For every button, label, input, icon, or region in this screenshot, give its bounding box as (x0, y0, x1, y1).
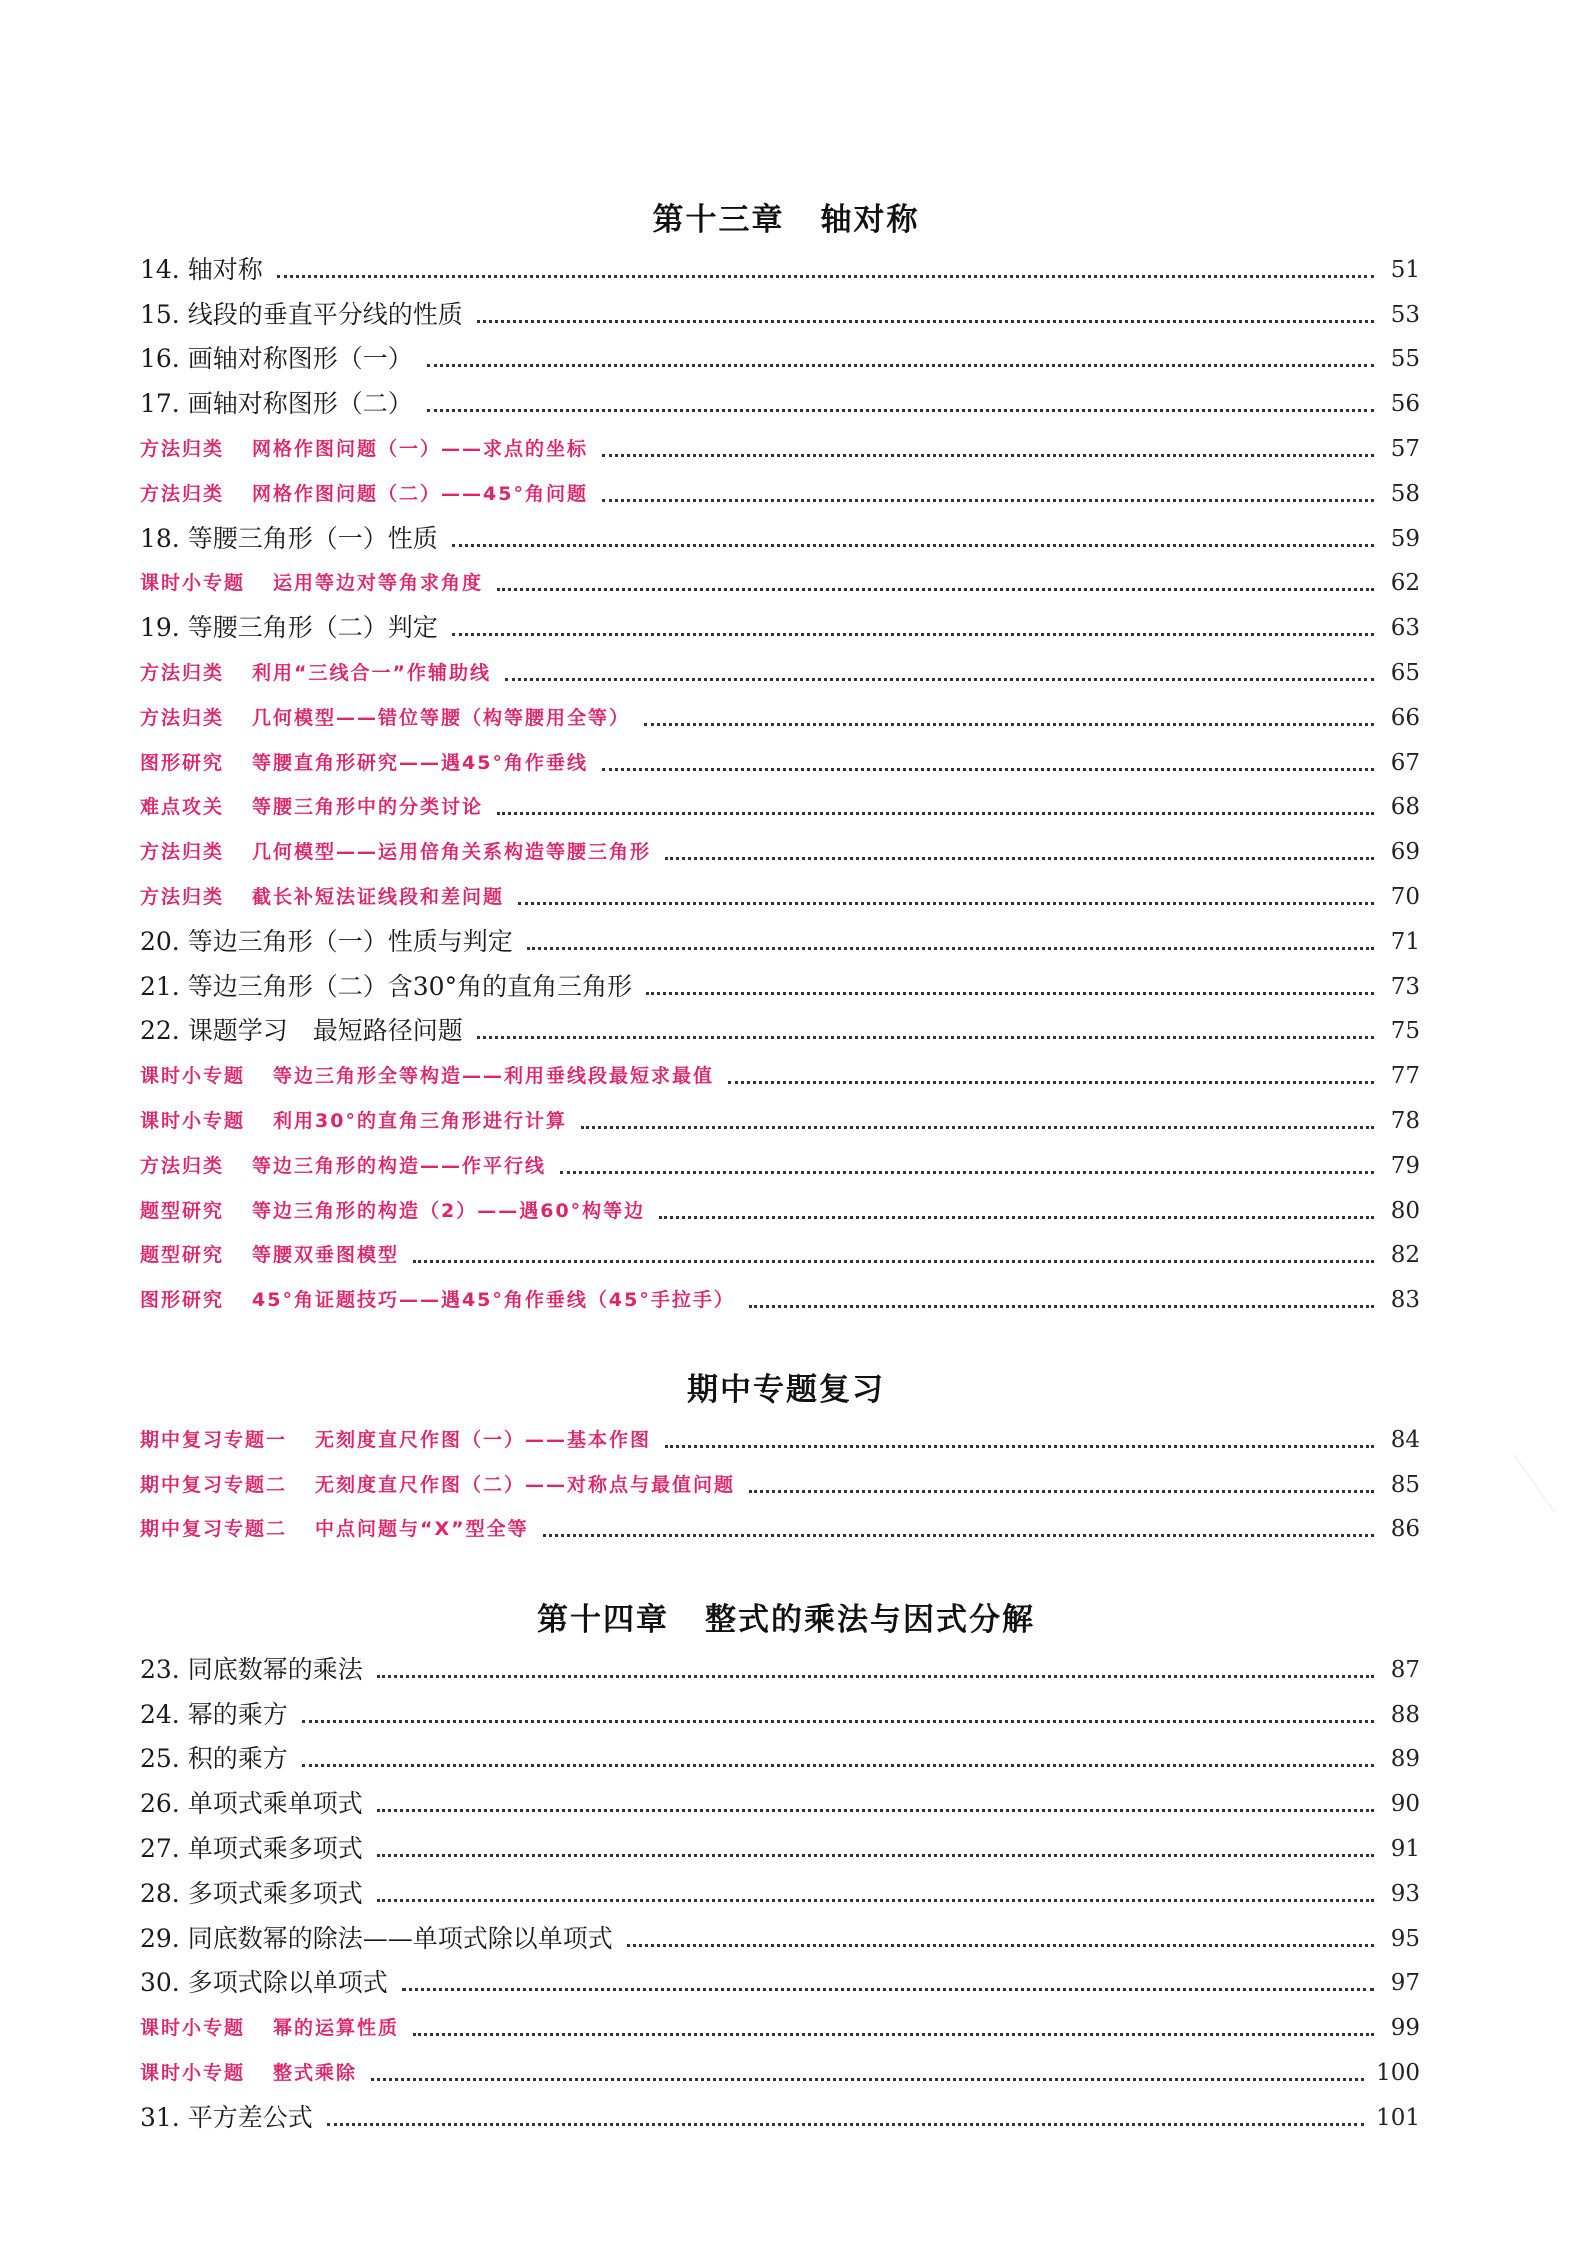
toc-entry-title: 多项式除以单项式 (187, 1968, 388, 1998)
dot-leader (602, 768, 1374, 771)
toc-entry-text (140, 1835, 363, 1863)
toc-entry-page-number: 63 (1390, 615, 1420, 642)
dot-leader (302, 1720, 1374, 1723)
toc-entry-title: 等腰双垂图模型 (252, 1244, 400, 1267)
toc-entry-number: 25. (140, 1744, 180, 1774)
section-name: 期中专题复习 (687, 1372, 885, 1408)
toc-entry-text (140, 749, 588, 777)
dot-leader (377, 1675, 1374, 1678)
toc-entry-title: 网格作图问题（一）——求点的坐标 (252, 437, 589, 460)
toc-entry[interactable] (140, 1959, 1420, 2004)
toc-entry-title: 单项式乘多项式 (187, 1833, 363, 1863)
toc-entry-page-number: 85 (1390, 1471, 1420, 1498)
toc-entry-page-number: 78 (1390, 1107, 1420, 1134)
toc-entry-text (140, 390, 413, 418)
toc-entry-page-number: 75 (1390, 1018, 1420, 1045)
toc-entry-title: 幂的运算性质 (273, 2017, 400, 2040)
toc-entry-category: 方法归类 (140, 482, 225, 505)
toc-entry-text (140, 928, 513, 956)
toc-entry[interactable] (140, 514, 1420, 559)
toc-entry[interactable] (140, 962, 1420, 1007)
toc-entry[interactable] (140, 603, 1420, 648)
toc-entry-page-number: 65 (1390, 659, 1420, 686)
dot-leader (527, 947, 1374, 950)
toc-entry-title: 同底数幂的除法——单项式除以单项式 (187, 1923, 613, 1953)
toc-entry-text (140, 1880, 363, 1908)
toc-entry-title: 多项式乘多项式 (187, 1878, 363, 1908)
toc-entry-text (140, 2014, 399, 2042)
dot-leader (659, 1216, 1374, 1219)
dot-leader (452, 544, 1374, 547)
toc-special-entry[interactable] (140, 693, 1420, 738)
dot-leader (543, 1534, 1374, 1537)
toc-entry-number: 14. (140, 254, 180, 284)
toc-entry-title: 截长补短法证线段和差问题 (252, 885, 505, 908)
toc-entry-title: 同底数幂的乘法 (187, 1654, 363, 1684)
toc-entry[interactable] (140, 1779, 1420, 1824)
toc-entry-category: 期中复习专题二 (140, 1518, 288, 1541)
toc-entry-title: 整式乘除 (273, 2061, 358, 2084)
section-title (0, 200, 1572, 240)
toc-entry-page-number: 87 (1390, 1656, 1420, 1683)
toc-entry-category: 方法归类 (140, 706, 225, 729)
toc-entry-text (140, 704, 630, 732)
toc-entry-number: 22. (140, 1016, 180, 1046)
toc-entry-category: 方法归类 (140, 661, 225, 684)
toc-entry-number: 20. (140, 926, 180, 956)
toc-entry-category: 题型研究 (140, 1199, 225, 1222)
dot-leader (413, 2033, 1374, 2036)
toc-entry-text (140, 1745, 288, 1773)
toc-entry[interactable] (140, 917, 1420, 962)
toc-entry-category: 方法归类 (140, 841, 225, 864)
toc-entry-number: 15. (140, 299, 180, 329)
toc-entry-number: 16. (140, 344, 180, 374)
toc-entry-page-number: 71 (1390, 928, 1420, 955)
toc-entry-title: 45°角证题技巧——遇45°角作垂线（45°手拉手） (252, 1289, 735, 1312)
toc-entry-text (140, 1790, 363, 1818)
dot-leader (452, 633, 1374, 636)
toc-entry-page-number: 68 (1390, 794, 1420, 821)
toc-entry-title: 课题学习 最短路径问题 (187, 1016, 463, 1046)
dot-leader (518, 902, 1374, 905)
toc-entry-number: 18. (140, 523, 180, 553)
toc-entry-title: 轴对称 (187, 254, 263, 284)
toc-entry[interactable] (140, 1914, 1420, 1959)
toc-special-entry[interactable] (140, 738, 1420, 783)
dot-leader (302, 1764, 1374, 1767)
toc-entry-title: 等腰三角形（二）判定 (187, 613, 438, 643)
chapter-name: 整式的乘法与因式分解 (705, 1602, 1035, 1638)
toc-entry-page-number: 62 (1390, 570, 1420, 597)
dot-leader (327, 2123, 1364, 2126)
toc-entry-text (140, 659, 491, 687)
toc-entry-number: 31. (140, 2102, 180, 2132)
chapter-name: 轴对称 (820, 202, 920, 238)
toc-entry-category: 图形研究 (140, 751, 225, 774)
toc-entry-category: 难点攻关 (140, 796, 225, 819)
dot-leader (427, 409, 1374, 412)
toc-entry-page-number: 59 (1390, 525, 1420, 552)
toc-special-entry[interactable] (140, 1415, 1420, 1460)
section-title (0, 1370, 1572, 1410)
toc-entry-page-number: 93 (1390, 1880, 1420, 1907)
toc-entry-page-number: 100 (1376, 2059, 1420, 2086)
toc-entry-title: 利用“三线合一”作辅助线 (252, 661, 491, 684)
toc-entry-page-number: 80 (1390, 1197, 1420, 1224)
toc-entry-text (140, 480, 588, 508)
toc-entry-title: 无刻度直尺作图（二）——对称点与最值问题 (315, 1473, 736, 1496)
dot-leader (646, 992, 1374, 995)
toc-entry-title: 等边三角形的构造——作平行线 (252, 1154, 547, 1177)
toc-entry-title: 等腰三角形（一）性质 (187, 523, 438, 553)
toc-entry-title: 等腰直角形研究——遇45°角作垂线 (252, 751, 588, 774)
toc-entry-number: 30. (140, 1968, 180, 1998)
toc-entry-page-number: 57 (1390, 435, 1420, 462)
dot-leader (477, 1036, 1374, 1039)
toc-special-entry[interactable] (140, 827, 1420, 872)
toc-entry-number: 26. (140, 1789, 180, 1819)
toc-entry-text (140, 1515, 529, 1543)
toc-entry-text (140, 838, 651, 866)
dot-leader (377, 1899, 1374, 1902)
toc-entry-text (140, 1969, 388, 1997)
toc-entry-category: 课时小专题 (140, 572, 246, 595)
toc-entry-page-number: 101 (1376, 2104, 1420, 2131)
toc-entry-text (140, 1656, 363, 1684)
toc-entry-text (140, 1197, 645, 1225)
toc-entry[interactable] (140, 1690, 1420, 1735)
toc-entry-page-number: 77 (1390, 1063, 1420, 1090)
dot-leader (665, 1445, 1374, 1448)
toc-entry-title: 利用30°的直角三角形进行计算 (273, 1109, 567, 1132)
toc-special-entry[interactable] (140, 424, 1420, 469)
toc-entry-category: 期中复习专题一 (140, 1428, 288, 1451)
toc-entry-text (140, 345, 413, 373)
toc-special-entry[interactable] (140, 469, 1420, 514)
dot-leader (427, 364, 1374, 367)
toc-entry-title: 等边三角形的构造（2）——遇60°构等边 (252, 1199, 646, 1222)
toc-entry-page-number: 67 (1390, 749, 1420, 776)
toc-entry-text (140, 1426, 651, 1454)
toc-entry-title: 等边三角形（一）性质与判定 (187, 926, 513, 956)
dot-leader (413, 1260, 1374, 1263)
toc-entry-text (140, 435, 588, 463)
toc-entry-title: 积的乘方 (187, 1744, 288, 1774)
toc-special-entry[interactable] (140, 872, 1420, 917)
toc-list (140, 1645, 1420, 2138)
toc-entry-page-number: 66 (1390, 704, 1420, 731)
toc-entry-number: 23. (140, 1654, 180, 1684)
toc-entry-text (140, 1062, 714, 1090)
toc-entry-page-number: 95 (1390, 1925, 1420, 1952)
dot-leader (505, 678, 1374, 681)
toc-entry-title: 幂的乘方 (187, 1699, 288, 1729)
toc-entry-page-number: 58 (1390, 480, 1420, 507)
toc-entry-number: 24. (140, 1699, 180, 1729)
toc-special-entry[interactable] (140, 1141, 1420, 1186)
toc-entry-category: 方法归类 (140, 885, 225, 908)
toc-entry-title: 网格作图问题（二）——45°角问题 (252, 482, 588, 505)
toc-special-entry[interactable] (140, 1505, 1420, 1550)
toc-entry-text (140, 2059, 357, 2087)
toc-entry[interactable] (140, 379, 1420, 424)
toc-entry-title: 线段的垂直平分线的性质 (187, 299, 463, 329)
toc-entry-title: 几何模型——错位等腰（构等腰用全等） (252, 706, 631, 729)
toc-entry-title: 中点问题与“X”型全等 (315, 1518, 529, 1541)
toc-entry-page-number: 79 (1390, 1152, 1420, 1179)
dot-leader (497, 588, 1374, 591)
dot-leader (371, 2078, 1364, 2081)
toc-special-entry[interactable] (140, 1051, 1420, 1096)
toc-special-entry[interactable] (140, 1460, 1420, 1505)
toc-entry-title: 等腰三角形中的分类讨论 (252, 796, 484, 819)
toc-entry-title: 等边三角形全等构造——利用垂线段最短求最值 (273, 1065, 715, 1088)
toc-entry-category: 方法归类 (140, 1154, 225, 1177)
toc-entry-category: 课时小专题 (140, 2061, 246, 2084)
toc-entry-number: 19. (140, 613, 180, 643)
toc-entry-page-number: 82 (1390, 1242, 1420, 1269)
toc-entry-number: 27. (140, 1833, 180, 1863)
toc-entry-page-number: 84 (1390, 1426, 1420, 1453)
toc-entry[interactable] (140, 245, 1420, 290)
toc-entry-title: 画轴对称图形（一） (187, 344, 413, 374)
dot-leader (728, 1081, 1374, 1084)
toc-list (140, 1415, 1420, 1549)
toc-entry-text (140, 256, 263, 284)
toc-entry-text (140, 1017, 463, 1045)
toc-entry[interactable] (140, 1735, 1420, 1780)
toc-special-entry[interactable] (140, 1096, 1420, 1141)
toc-entry[interactable] (140, 335, 1420, 380)
toc-list (140, 245, 1420, 1320)
dot-leader (277, 275, 1374, 278)
toc-entry-title: 画轴对称图形（二） (187, 389, 413, 419)
dot-leader (749, 1490, 1374, 1493)
toc-entry-page-number: 70 (1390, 883, 1420, 910)
toc-entry-text (140, 793, 483, 821)
toc-entry-page-number: 97 (1390, 1970, 1420, 1997)
dot-leader (377, 1809, 1374, 1812)
toc-entry-page-number: 53 (1390, 301, 1420, 328)
toc-entry-text (140, 2104, 313, 2132)
toc-entry-title: 单项式乘单项式 (187, 1789, 363, 1819)
toc-special-entry[interactable] (140, 2048, 1420, 2093)
toc-entry[interactable] (140, 1869, 1420, 1914)
chapter-number: 第十三章 (652, 202, 785, 238)
toc-entry-category: 方法归类 (140, 437, 225, 460)
toc-entry-page-number: 55 (1390, 346, 1420, 373)
toc-entry-category: 课时小专题 (140, 2017, 246, 2040)
toc-entry-text (140, 1471, 735, 1499)
toc-entry-page-number: 86 (1390, 1516, 1420, 1543)
toc-entry-page-number: 51 (1390, 256, 1420, 283)
dot-leader (627, 1944, 1374, 1947)
toc-entry-number: 28. (140, 1878, 180, 1908)
toc-entry-text (140, 569, 483, 597)
toc-entry-text (140, 301, 463, 329)
toc-entry-number: 17. (140, 389, 180, 419)
toc-entry-title: 等边三角形（二）含30°角的直角三角形 (187, 971, 633, 1001)
toc-entry-text (140, 1925, 613, 1953)
dot-leader (402, 1988, 1374, 1991)
toc-entry[interactable] (140, 1007, 1420, 1052)
scan-artifact (1514, 1437, 1572, 1512)
chapter-number: 第十四章 (537, 1602, 669, 1638)
dot-leader (497, 812, 1374, 815)
toc-special-entry[interactable] (140, 1186, 1420, 1231)
dot-leader (644, 723, 1374, 726)
toc-entry-page-number: 83 (1390, 1287, 1420, 1314)
toc-entry-text (140, 525, 438, 553)
toc-entry-category: 期中复习专题二 (140, 1473, 288, 1496)
toc-special-entry[interactable] (140, 783, 1420, 828)
toc-special-entry[interactable] (140, 1275, 1420, 1320)
toc-entry[interactable] (140, 290, 1420, 335)
toc-entry-text (140, 1701, 288, 1729)
toc-entry-text (140, 973, 632, 1001)
toc-special-entry[interactable] (140, 1231, 1420, 1276)
toc-entry-page-number: 99 (1390, 2015, 1420, 2042)
toc-entry-category: 课时小专题 (140, 1109, 246, 1132)
toc-entry[interactable] (140, 1824, 1420, 1869)
toc-entry-category: 图形研究 (140, 1289, 225, 1312)
dot-leader (560, 1171, 1374, 1174)
dot-leader (602, 454, 1374, 457)
toc-entry-page-number: 56 (1390, 391, 1420, 418)
toc-entry-category: 课时小专题 (140, 1065, 246, 1088)
toc-entry-category: 题型研究 (140, 1244, 225, 1267)
toc-entry-text (140, 614, 438, 642)
toc-entry-text (140, 1152, 546, 1180)
toc-entry[interactable] (140, 1645, 1420, 1690)
toc-entry-text (140, 883, 504, 911)
toc-entry-text (140, 1241, 399, 1269)
dot-leader (477, 320, 1374, 323)
toc-entry-title: 平方差公式 (187, 2102, 313, 2132)
toc-entry-text (140, 1107, 567, 1135)
toc-special-entry[interactable] (140, 2003, 1420, 2048)
section-title (0, 1600, 1572, 1640)
toc-entry-title: 无刻度直尺作图（一）——基本作图 (315, 1428, 652, 1451)
toc-entry-page-number: 69 (1390, 839, 1420, 866)
toc-special-entry[interactable] (140, 648, 1420, 693)
toc-entry-page-number: 91 (1390, 1835, 1420, 1862)
toc-entry-title: 几何模型——运用倍角关系构造等腰三角形 (252, 841, 652, 864)
dot-leader (749, 1305, 1374, 1308)
toc-entry-page-number: 89 (1390, 1746, 1420, 1773)
dot-leader (665, 857, 1374, 860)
dot-leader (581, 1126, 1374, 1129)
dot-leader (377, 1854, 1374, 1857)
toc-entry-page-number: 88 (1390, 1701, 1420, 1728)
toc-entry[interactable] (140, 2093, 1420, 2138)
toc-entry-title: 运用等边对等角求角度 (273, 572, 484, 595)
toc-entry-page-number: 73 (1390, 973, 1420, 1000)
toc-special-entry[interactable] (140, 559, 1420, 604)
toc-entry-number: 29. (140, 1923, 180, 1953)
toc-entry-page-number: 90 (1390, 1791, 1420, 1818)
toc-entry-number: 21. (140, 971, 180, 1001)
toc-entry-text (140, 1286, 735, 1314)
dot-leader (602, 499, 1374, 502)
